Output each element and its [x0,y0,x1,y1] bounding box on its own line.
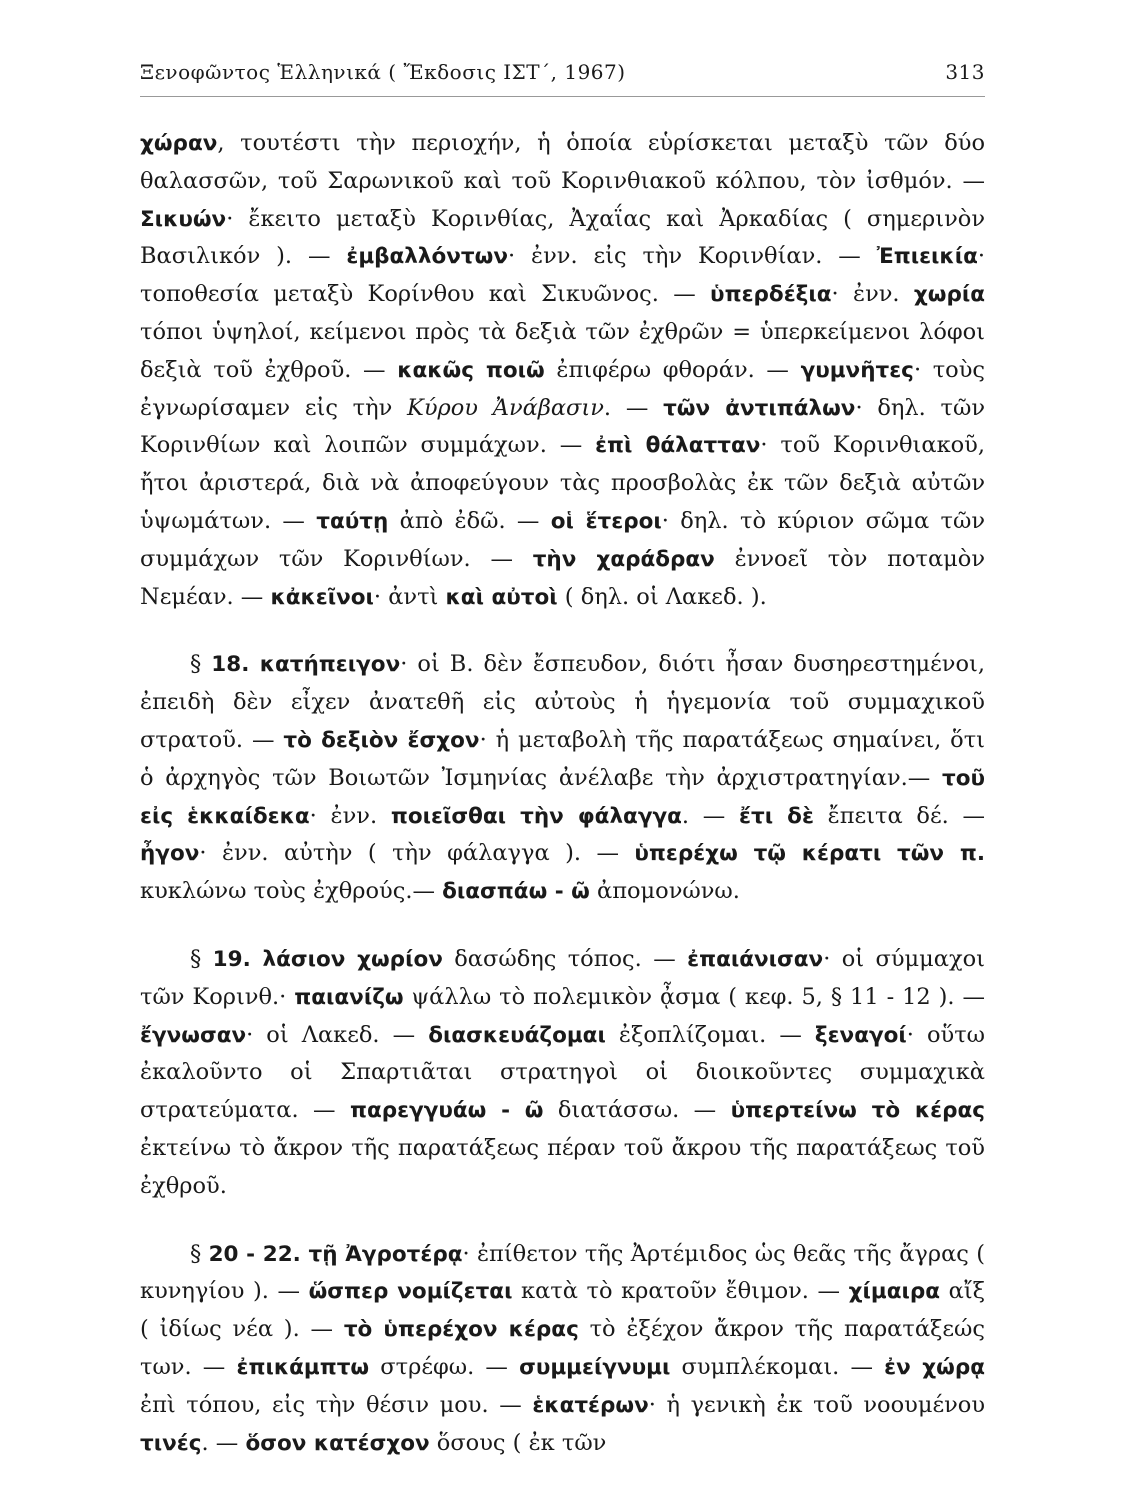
text-run: · οὕτω ἐκαλοῦντο οἱ Σπαρτιᾶται στρατηγοὶ οἱ διοικοῦντες συμμαχικὰ στρατεύματα. — [140,1021,985,1124]
bold-term: ἐπὶ θάλατταν [595,433,761,459]
text-run: αἴξ ( ἰδίως νέα ). — [140,1278,985,1343]
text-run: · ἔκειτο μεταξὺ Κορινθίας, Ἀχαΐας καὶ Ἀρκαδίας ( σημερινὸν Βασιλικόν ). — [140,205,985,270]
bold-term: τὸ δεξιὸν ἔσχον [283,727,480,753]
bold-term: παιανίζω [294,984,404,1010]
paragraph [140,125,985,616]
page-number: 313 [945,60,985,84]
text-run: · οἱ σύμμαχοι τῶν Κορινθ.· [140,945,985,1010]
bold-term: ὥσπερ νομίζεται [308,1279,513,1305]
bold-term: ἔγνωσαν [140,1022,247,1048]
bold-term: ἐν χώρᾳ [884,1354,985,1380]
text-run: . — [603,394,664,421]
header-rule [140,96,985,97]
bold-term: ἔτι δὲ [739,803,814,829]
bold-term: παρεγγυάω - ῶ [349,1098,544,1124]
text-run: . — [201,1429,246,1456]
bold-term: ὑπερτείνω τὸ κέρας [730,1098,985,1124]
paragraph-section-19 [140,941,985,1206]
text-run: συμπλέκομαι. — [670,1353,885,1380]
text-run: · ἡ μεταβολὴ τῆς παρατάξεως σημαίνει, ὅτι ὁ ἀρχηγὸς τῶν Βοιωτῶν Ἰσμηνίας ἀνέλαβε τὴν ἀρχιστρατηγίαν.— [140,726,985,791]
bold-term: κακῶς ποιῶ [397,357,545,383]
bold-term: ὅσον κατέσχον [245,1430,430,1456]
bold-term: ὑπερέχω τῷ κέρατι τῶν π. [634,841,986,867]
text-run: · ἐνν. [309,802,391,829]
bold-term: 18. κατήπειγον [211,652,401,678]
text-run: ἐξοπλίζομαι. — [605,1021,815,1048]
text-run: · οἱ Λακεδ. — [246,1021,429,1048]
text-run: · οἱ Β. δὲν ἔσπευδον, διότι ἦσαν δυσηρεστημένοι, ἐπειδὴ δὲν εἶχεν ἀνατεθῆ εἰς αὐτοὺς ἡ ἡγεμονία τοῦ συμμαχικοῦ στρατοῦ. — [140,651,985,753]
text-run: · τοποθεσία μεταξὺ Κορίνθου καὶ Σικυῶνος. — [140,243,986,308]
bold-term: Ἐπιεικία [876,244,978,270]
text-run: στρέφω. — [369,1353,520,1380]
bold-term: 20 - 22. τῇ Ἀγροτέρᾳ [208,1241,463,1267]
text-run: ἐπιφέρω φθοράν. — [544,356,801,383]
bold-term: γυμνῆτες [800,357,914,383]
bold-term: οἱ ἕτεροι [550,508,662,534]
text-run: ψάλλω τὸ πολεμικὸν ᾆσμα ( κεφ. 5, § 11 - 12 ). — [403,983,985,1010]
text-run: · ἐνν. [831,281,914,308]
text-run: τόποι ὑψηλοί, κείμενοι πρὸς τὰ δεξιὰ τῶν ἐχθρῶν = ὑπερκείμενοι λόφοι δεξιὰ τοῦ ἐχθροῦ. — [140,318,985,383]
text-run: · ἀντὶ [373,583,446,610]
bold-term: τὸ ὑπερέχον κέρας [343,1317,579,1343]
text-run: ἐννοεῖ τὸν ποταμὸν Νεμέαν. — [140,545,985,610]
text-run: · ἡ γενικὴ ἐκ τοῦ νοουμένου [648,1391,986,1418]
bold-term: ἑκατέρων [532,1392,649,1418]
text-run: · ἐπίθετον τῆς Ἀρτέμιδος ὡς θεᾶς τῆς ἄγρας ( κυνηγίου ). — [140,1240,986,1305]
text-run: κυκλώνω τοὺς ἐχθρούς.— [140,878,443,905]
text-run: § [190,945,213,972]
bold-term: ταύτῃ [316,508,389,534]
running-header [140,60,985,96]
text-run: . — [681,802,740,829]
italic-title: Κύρου Ἀνάβασιν [407,394,604,421]
text-run: · δηλ. τῶν Κορινθίων καὶ λοιπῶν συμμάχων. — [140,394,986,459]
text-run: · ἐνν. εἰς τὴν Κορινθίαν. — [508,243,877,270]
text-run: ἐκτείνω τὸ ἄκρον τῆς παρατάξεως πέραν τοῦ ἄκρου τῆς παρατάξεως τοῦ ἐχθροῦ. [140,1134,985,1199]
text-run: · ἐνν. αὐτὴν ( τὴν φάλαγγα ). — [199,840,635,867]
text-run: ἔπειτα δέ. — [813,802,985,829]
text-run: · τοὺς ἐγνωρίσαμεν εἰς τὴν [140,356,985,421]
bold-term: τινές [140,1430,202,1456]
bold-term: ὑπερδέξια [710,282,832,308]
text-run: κατὰ τὸ κρατοῦν ἔθιμον. — [512,1278,849,1305]
bold-term: τοῦ εἰς ἑκκαίδεκα [140,765,985,829]
bold-term: συμμείγνυμι [519,1354,671,1380]
text-run: διατάσσω. — [543,1097,731,1124]
bold-term: χωρία [913,282,985,308]
bold-term: διασκευάζομαι [428,1022,606,1048]
text-run: ( δηλ. οἱ Λακεδ. ). [557,583,767,610]
text-run: § [190,651,212,678]
commentary-text [140,125,985,1462]
bold-term: ἦγον [140,841,200,867]
paragraph-section-20-22 [140,1236,985,1463]
bold-term: τῶν ἀντιπάλων [663,395,856,421]
text-run: δασώδης τόπος. — [442,945,688,972]
bold-term: κἀκεῖνοι [270,584,374,610]
bold-term: ξεναγοί [814,1022,907,1048]
bold-term: Σικυών [140,206,227,232]
bold-term: διασπάω - ῶ [442,879,590,905]
paragraph-section-18 [140,646,985,911]
text-run: , τουτέστι τὴν περιοχήν, ἡ ὁποία εὑρίσκεται μεταξὺ τῶν δύο θαλασσῶν, τοῦ Σαρωνικοῦ καὶ τοῦ Κορινθιακοῦ κόλπου, τὸν ἰσθμόν. — [140,130,985,194]
header-title: Ξενοφῶντος Ἑλληνικά ( Ἔκδοσις ΙΣΤ΄, 1967) [140,60,626,84]
bold-term: χίμαιρα [848,1279,940,1305]
bold-term: καὶ αὐτοὶ [445,584,558,610]
bold-term: ποιεῖσθαι τὴν φάλαγγα [390,803,682,829]
text-run: · δηλ. τὸ κύριον σῶμα τῶν συμμάχων τῶν Κορινθίων. — [140,507,986,572]
text-run: ἀπὸ ἐδῶ. — [388,507,551,534]
text-run: ἐπὶ τόπου, εἰς τὴν θέσιν μου. — [140,1391,533,1418]
text-run: τὸ ἐξέχον ἄκρον τῆς παρατάξεώς των. — [140,1316,986,1380]
text-run: ὅσους ( ἐκ τῶν [429,1429,607,1456]
text-run: ἀπομονώνω. [589,878,740,905]
bold-term: ἐμβαλλόντων [346,244,508,270]
text-run: § [190,1240,209,1267]
bold-term: χώραν [140,131,218,156]
bold-term: τὴν χαράδραν [532,546,715,572]
bold-term: 19. λάσιον χωρίον [212,946,443,972]
bold-term: ἐπικάμπτω [236,1354,370,1380]
text-run: · τοῦ Κορινθιακοῦ, ἤτοι ἀριστερά, διὰ νὰ ἀποφεύγουν τὰς προσβολὰς ἐκ τῶν δεξιὰ αὐτῶν ὑψωμάτων. — [140,432,986,534]
bold-term: ἐπαιάνισαν [687,946,824,972]
